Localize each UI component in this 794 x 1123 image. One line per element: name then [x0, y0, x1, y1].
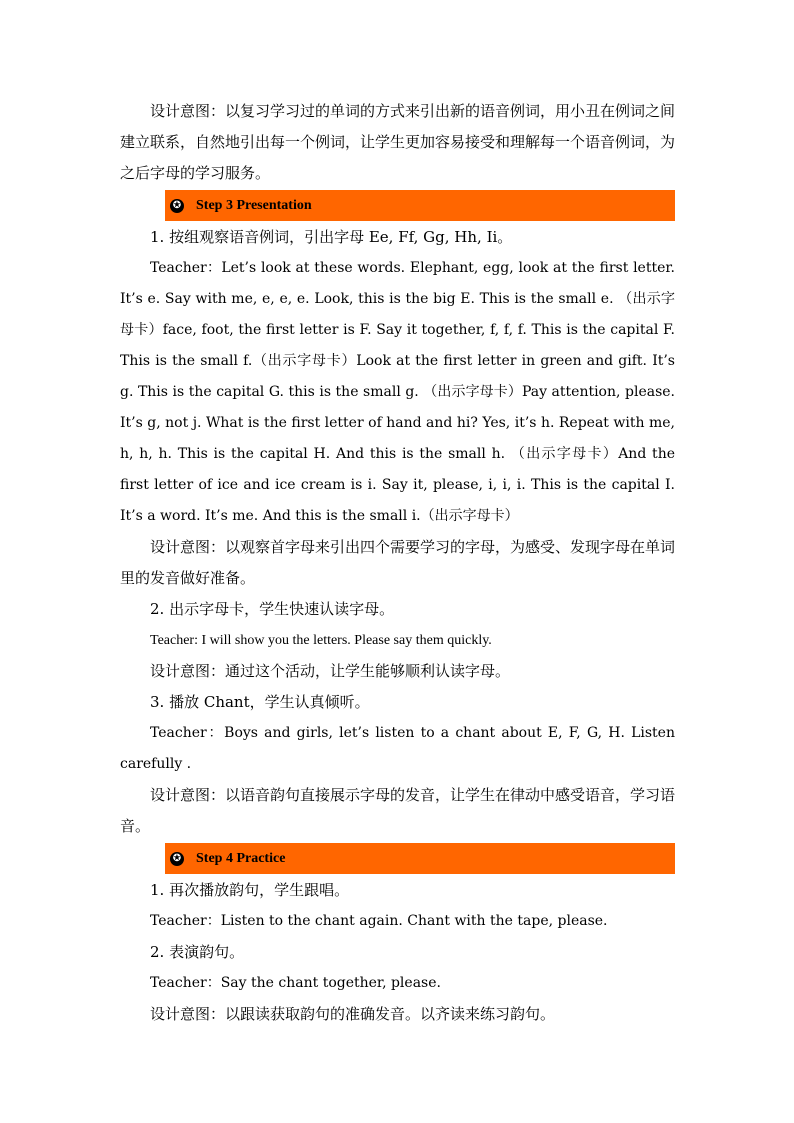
step4-item-2: 2. 表演韵句。: [150, 943, 245, 961]
step3-teacher-dialogue-3: Teacher：Boys and girls, let’s listen to a chant about E, F, G, H. Listen carefully .: [120, 725, 675, 772]
step3-intent-1: 设计意图：以观察首字母来引出四个需要学习的字母，为感受、发现字母在单词里的发音做好准备。: [120, 538, 676, 587]
step3-teacher-dialogue-2: Teacher: I will show you the letters. Please say them quickly.: [150, 633, 492, 648]
step4-teacher-dialogue-2: Teacher：Say the chant together, please.: [150, 975, 441, 991]
step3-title: Step 3 Presentation: [196, 197, 312, 213]
step4-banner: [165, 843, 675, 874]
step4-intent: 设计意图：以跟读获取韵句的准确发音。以齐读来练习韵句。: [150, 1005, 556, 1023]
step3-intent-2: 设计意图：通过这个活动，让学生能够顺利认读字母。: [150, 662, 511, 680]
step3-item-3: 3. 播放 Chant，学生认真倾听。: [150, 693, 370, 711]
step3-teacher-dialogue-1: Teacher：Let’s look at these words. Elephant, egg, look at the first letter. It’s e. Say with me, e, e, e. Look, this is the big E. This is the small e. （出示字母卡）face, foot, the first letter is F. Say it together, f, f, f. This is the capital F. This is the small f.（出示字母卡）Look at the first letter in green and gift. It’s g. This is the capital G. this is the small g. （出示字母卡）Pay attention, please. It’s g, not j. What is the first letter of hand and hi? Yes, it’s h. Repeat with me, h, h, h. This is the capital H. And this is the small h. （出示字母卡）And the first letter of ice and ice cream is i. Say it, please, i, i, i. This is the capital I. It’s a word. It’s me. And this is the small i.（出示字母卡）: [120, 260, 675, 524]
step3-banner: [165, 190, 675, 221]
step4-teacher-dialogue-1: Teacher：Listen to the chant again. Chant with the tape, please.: [150, 913, 608, 929]
step4-title: Step 4 Practice: [196, 850, 286, 866]
document-page: [120, 96, 675, 1030]
design-intent-paragraph: 设计意图：以复习学习过的单词的方式来引出新的语音例词，用小丑在例词之间建立联系，自然地引出每一个例词，让学生更加容易接受和理解每一个语音例词，为之后字母的学习服务。: [120, 102, 676, 182]
star-bullet-icon: ✪: [170, 852, 184, 866]
step3-item-1: 1. 按组观察语音例词，引出字母 Ee, Ff, Gg, Hh, Ii。: [150, 228, 513, 246]
step4-item-1: 1. 再次播放韵句，学生跟唱。: [150, 881, 350, 899]
step3-item-2: 2. 出示字母卡，学生快速认读字母。: [150, 600, 395, 618]
step3-intent-3: 设计意图：以语音韵句直接展示字母的发音，让学生在律动中感受语音，学习语音。: [120, 786, 676, 835]
star-bullet-icon: ✪: [170, 199, 184, 213]
